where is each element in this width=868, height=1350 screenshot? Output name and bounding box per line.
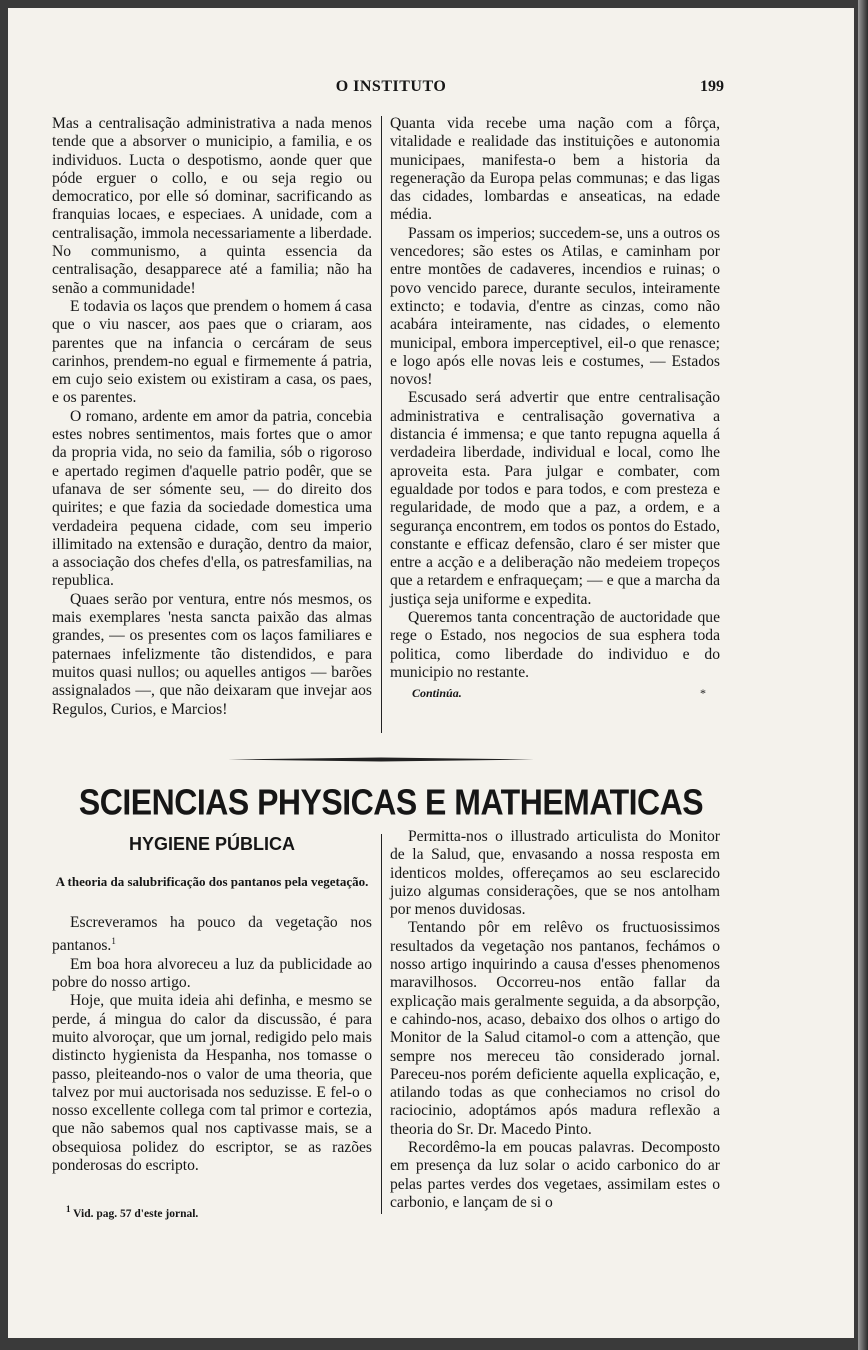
paragraph: Escusado será advertir que entre centralisação administrativa e centralisação governativa a distancia é immensa; e que tanto repugna aquella á verdadeira liberdade, individual e local, como lhe aproveita esta. Para julgar e combater, com egualdade por todos e para todos, e com presteza e regularidade, de modo que a paz, a ordem, e a segurança encontrem, em todos os pontos do Estado, constante e efficaz defensão, claro é ser mister que entre a acção e a deliberação não medeiem tropeços que a retardem e enfraqueçam; — e que a marcha da justiça seja uniforme e expedita. xyxy=(390,389,720,608)
page-number: 199 xyxy=(700,78,724,95)
column-left-top xyxy=(52,115,372,719)
paragraph: Permitta-nos o illustrado articulista do Monitor de la Salud, que, envasando a nossa resposta em identicos moldes, offereçamos ao seu esclarecido juizo algumas considerações, que se nos antolham por menos duvidosas. xyxy=(390,828,720,919)
ornamental-divider xyxy=(228,757,534,762)
paragraph: Escreveramos ha pouco da vegetação nos pantanos.$^1$ xyxy=(52,914,372,955)
paragraph: Queremos tanta concentração de auctoridade que rege o Estado, nos negocios de sua esphera toda politica, como liberdade do individuo e do municipio no restante. xyxy=(390,609,720,681)
paragraph: Mas a centralisação administrativa a nada menos tende que a absorver o municipio, a familia, e os individuos. Lucta o despotismo, aonde quer que póde erguer o collo, e ou seja regio ou democratico, por elle só dominar, sacrificando as franquias locaes, e especiaes. A unidade, com a centralisação, immola necessariamente a liberdade. No communismo, a quinta essencia da centralisação, desapparece até a familia; não ha senão a communidade! xyxy=(52,115,372,297)
paragraph: Em boa hora alvoreceu a luz da publicidade ao pobre do nosso artigo. xyxy=(52,955,372,992)
section-title: SCIENCIAS PHYSICAS E MATHEMATICAS xyxy=(78,781,704,823)
paragraph: E todavia os laços que prendem o homem á casa que o viu nascer, aos paes que o criaram, aos parentes que na infancia o cercáram de seus carinhos, prendem-no egual e firmemente á patria, em cujo seio existem ou existiram a casa, os paes, e os parentes. xyxy=(52,297,372,407)
paragraph: Quanta vida recebe uma nação com a fôrça, vitalidade e realidade das instituições e autonomia municipaes, manifesta-o bem a historia da regeneração da Europa pelas communas; e das ligas das cidades, lombardas e anseaticas, na edade média. xyxy=(390,115,720,224)
paragraph: Recordêmo-la em poucas palavras. Decomposto em presença da luz solar o acido carbonico do ar pelas partes verdes dos vegetaes, assimilam estes o carbonio, e lançam de si o xyxy=(390,1139,720,1211)
column-right-top xyxy=(390,115,720,703)
column-rule xyxy=(381,834,382,1214)
column-right-bottom xyxy=(390,828,720,1212)
article-title: A theoria da salubrificação dos pantanos pela vegetação. xyxy=(55,874,369,889)
end-star: * xyxy=(700,686,706,701)
column-left-bottom xyxy=(52,914,372,1175)
newspaper-page xyxy=(8,8,854,1338)
paragraph: Passam os imperios; succedem-se, uns a outros os vencedores; são estes os Atilas, e caminham por entre montões de cadaveres, incendios e ruinas; o povo vencido parece, durante seculos, inteiramente extincto; e todavia, d'entre as cinzas, como não acabára inteiramente, nas cidades, o elemento municipal, embora imperceptivel, eil-o que renasce; e logo após elle novas leis e costumes, — Estados novos! xyxy=(390,224,720,389)
paragraph: Tentando pôr em relêvo os fructuosissimos resultados da vegetação nos pantanos, fechámos o nosso artigo inquirindo a causa d'esses phenomenos maravilhosos. Occorreu-nos então fallar da explicação mais geralmente seguida, a da absorpção, e cahindo-nos, acaso, debaixo dos olhos o artigo do Monitor de la Salud citamol-o com a attenção, que sempre nos mereceu tão considerado jornal. Pareceu-nos porém deficiente aquella explicação, e, atilando todas as que conheciamos no crisol do raciocinio, adoptámos após madura reflexão a theoria do Sr. Dr. Macedo Pinto. xyxy=(390,919,720,1138)
subsection-title: HYGIENE PÚBLICA xyxy=(128,834,296,854)
paragraph: Quaes serão por ventura, entre nós mesmos, os mais exemplares 'nesta sancta paixão das almas grandes, — os presentes com os laços familiares e paternaes infelizmente tão distendidos, e para muitos quasi nullos; ou aquelles antigos — barões assignalados —, que não deixaram que invejar aos Regulos, Curios, e Marcios! xyxy=(52,590,372,718)
footnote-ref: 1 xyxy=(111,936,116,947)
paragraph: O romano, ardente em amor da patria, concebia estes nobres sentimentos, mais fortes que o amor da propria vida, no seio da familia, sób o rigoroso e apertado regimen d'aquelle patrio podêr, que se ufanava de ser sómente seu, — do direito dos quirites; e que fazia da sociedade domestica uma verdadeira pequena cidade, com seu imperio illimitado na extensão e duração, dentro da maior, a associação dos chefes d'ella, os patresfamilias, na republica. xyxy=(52,407,372,590)
journal-title: O INSTITUTO xyxy=(335,78,447,95)
footnote-text: Vid. pag. 57 d'este jornal. xyxy=(73,1207,199,1220)
paragraph: Hoje, que muita ideia ahi definha, e mesmo se perde, á mingua do calor da discussão, é para muito alvoroçar, que um jornal, redigido pelo mais distincto hygienista da Hespanha, nos tomasse o passo, pleiteando-nos o valor de uma theoria, que talvez por mui auctorisada nos seduzisse. E fel-o o nosso excellente collega com tal primor e cortezia, que não sabemos qual nos captivasse mais, se a obsequiosa polidez do escriptor, se as razões ponderosas do escripto. xyxy=(52,992,372,1175)
footnote xyxy=(66,1204,366,1220)
running-head xyxy=(58,78,724,100)
binding-edge xyxy=(858,0,868,1350)
footnote-marker: 1 xyxy=(66,1204,71,1214)
continued-note: Continúa. xyxy=(412,686,462,701)
column-rule xyxy=(381,116,382,733)
